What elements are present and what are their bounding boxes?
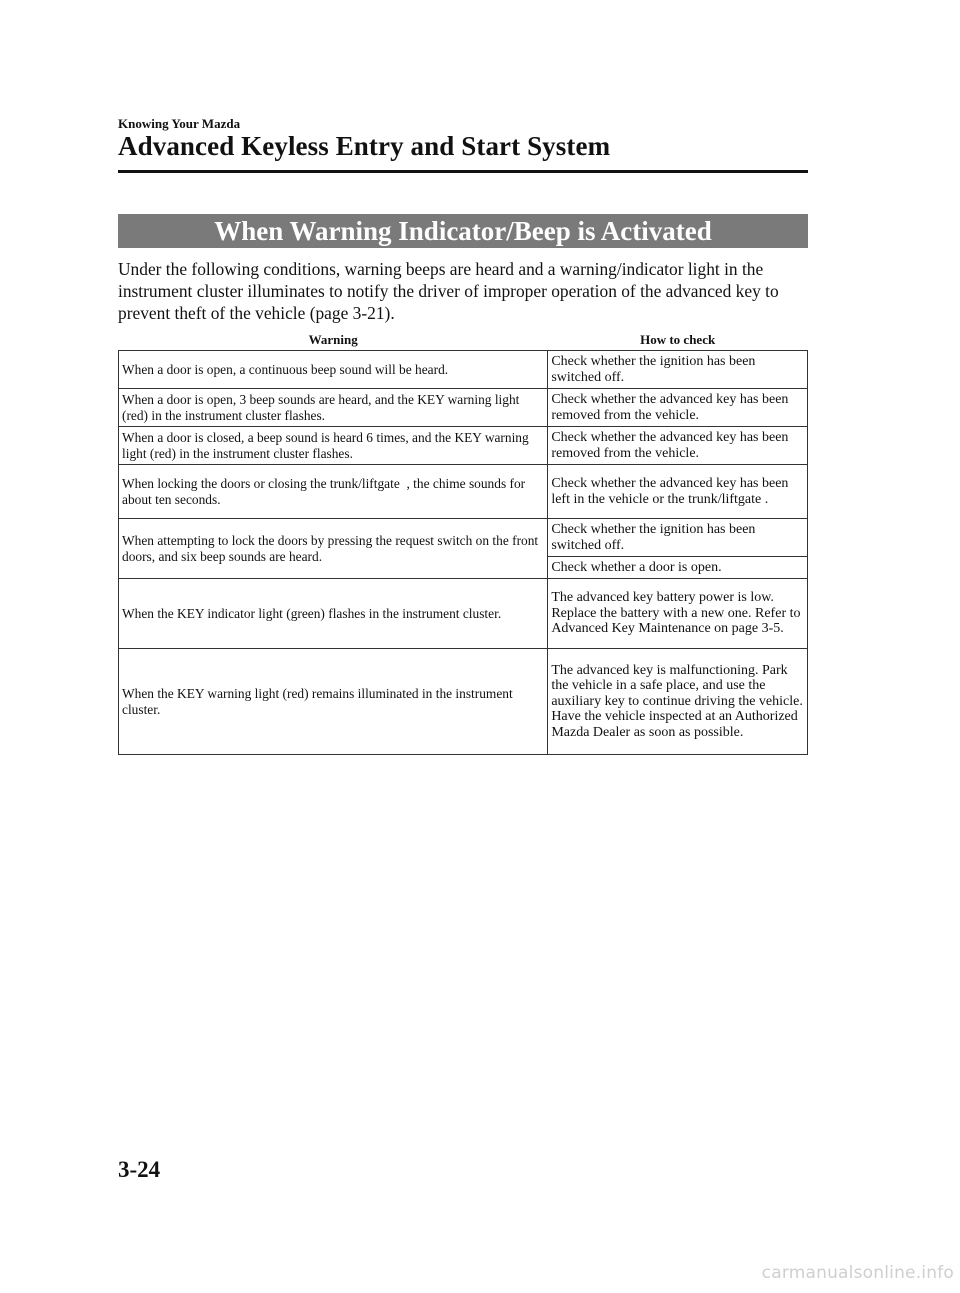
check-cell: The advanced key battery power is low. Replace the battery with a new one. Refer to Advanced Key Maintenance on page 3-5. <box>548 579 808 649</box>
check-cell: Check whether the ignition has been switched off. <box>548 351 808 389</box>
column-header-warning: Warning <box>119 330 548 351</box>
warning-cell: When attempting to lock the doors by pressing the request switch on the front doors, and six beep sounds are heard. <box>119 519 548 579</box>
intro-paragraph: Under the following conditions, warning beeps are heard and a warning/indicator light in the instrument cluster illuminates to notify the driver of improper operation of the advanced key to prevent theft of the vehicle (page 3-21). <box>118 259 779 323</box>
warning-cell: When locking the doors or closing the trunk/liftgate , the chime sounds for about ten seconds. <box>119 465 548 519</box>
page-number: 3-24 <box>118 1157 161 1182</box>
column-header-how-to-check: How to check <box>548 330 808 351</box>
table-row <box>119 351 808 389</box>
check-cell: Check whether the advanced key has been removed from the vehicle. <box>548 427 808 465</box>
table-row <box>119 427 808 465</box>
table-row <box>119 649 808 755</box>
section-kicker: Knowing Your Mazda <box>118 116 241 131</box>
check-cell: Check whether the advanced key has been removed from the vehicle. <box>548 389 808 427</box>
watermark: carmanualsonline.info <box>761 1263 954 1283</box>
warning-cell: When the KEY indicator light (green) flashes in the instrument cluster. <box>119 579 548 649</box>
check-cell: Check whether a door is open. <box>548 557 808 579</box>
table-row <box>119 579 808 649</box>
check-cell: Check whether the advanced key has been left in the vehicle or the trunk/liftgate . <box>548 465 808 519</box>
check-cell: Check whether the ignition has been switched off. <box>548 519 808 557</box>
warning-cell: When the KEY warning light (red) remains illuminated in the instrument cluster. <box>119 649 548 755</box>
table-header-row <box>119 330 808 351</box>
section-banner-title: When Warning Indicator/Beep is Activated <box>118 214 808 248</box>
warning-table <box>118 330 808 755</box>
table-row <box>119 465 808 519</box>
warning-cell: When a door is open, 3 beep sounds are heard, and the KEY warning light (red) in the instrument cluster flashes. <box>119 389 548 427</box>
chapter-title: Advanced Keyless Entry and Start System <box>118 131 611 161</box>
warning-cell: When a door is open, a continuous beep sound will be heard. <box>119 351 548 389</box>
check-cell: The advanced key is malfunctioning. Park the vehicle in a safe place, and use the auxiliary key to continue driving the vehicle. Have the vehicle inspected at an Authorized Mazda Dealer as soon as possible. <box>548 649 808 755</box>
warning-cell: When a door is closed, a beep sound is heard 6 times, and the KEY warning light (red) in the instrument cluster flashes. <box>119 427 548 465</box>
table-row <box>119 519 808 557</box>
title-rule <box>118 170 808 173</box>
table-row <box>119 389 808 427</box>
